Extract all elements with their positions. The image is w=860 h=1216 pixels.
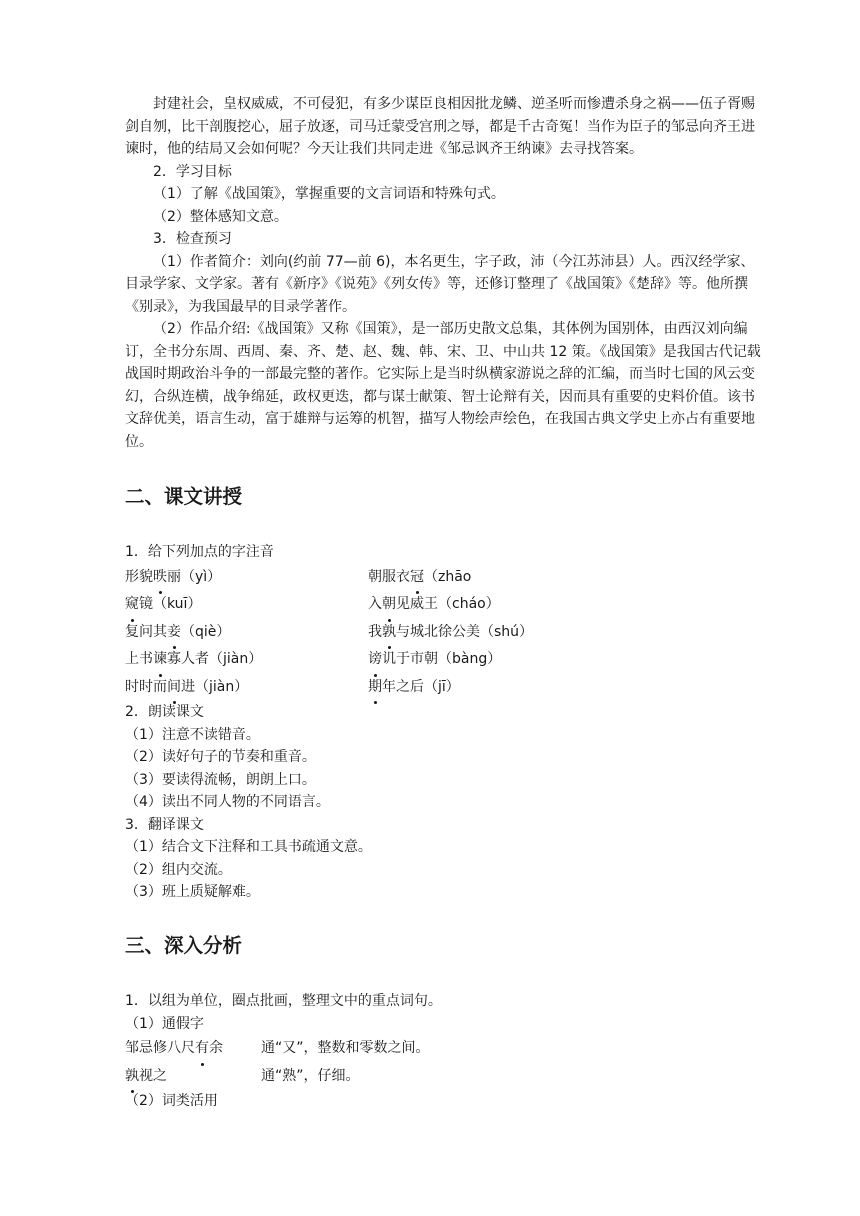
- dotted-char: 谤: [368, 646, 382, 674]
- pinyin-title: 1．给下列加点的字注音: [125, 544, 274, 560]
- translate-item: （1）结合文下注释和工具书疏通文意。: [125, 839, 372, 855]
- translate-item: （3）班上质疑解难。: [125, 884, 260, 900]
- dotted-char: 有: [195, 1035, 209, 1063]
- author-intro: （1）作者简介：刘向(约前 77—前 6)，本名更生，字子政，沛（今江苏沛县）人。西汉经学家、目录学家、文学家。著有《新序》《说苑》《列女传》等，还修订整理了《战国策》《楚辞》等。他所撰《别录》，为我国最早的目录学著作。: [125, 253, 755, 315]
- intro-paragraph: 封建社会，皇权威威，不可侵犯，有多少谋臣良相因批龙鳞、逆圣听而惨遭杀身之祸——伍子胥赐剑自刎，比干剖腹挖心，屈子放逐，司马迁蒙受宫刑之辱，都是千古奇冤！当作为臣子的邹忌向齐王进谏时，他的结局又会如何呢？今天让我们共同走进《邹忌讽齐王纳谏》去寻找答案。: [125, 96, 755, 157]
- goal-item: （2）整体感知文意。: [153, 208, 288, 225]
- dotted-char: 窥: [125, 591, 139, 619]
- cilei-title: （2）词类活用: [125, 1093, 218, 1109]
- tongjia-note: 通“又”，整数和零数之间。: [261, 1040, 430, 1056]
- section2-block: [125, 541, 765, 904]
- tongjia-phrase: 孰视之: [125, 1063, 261, 1091]
- pinyin-item-right: 朝服衣冠（zhāo: [368, 564, 471, 592]
- pinyin-row: [125, 619, 765, 647]
- dotted-char: 昳: [153, 564, 167, 592]
- work-intro: （2）作品介绍:《战国策》又称《国策》，是一部历史散文总集，其体例为国别体，由西汉刘向编订，全书分东周、西周、秦、齐、楚、赵、魏、韩、宋、卫、中山共 12 策。《战国策》是我国古代记载战国时期政治斗争的一部最完整的著作。它实际上是当时纵横家游说之辞的汇编，而当时七国的风云变幻，合纵连横，战争绵延，政权更迭，都与谋士献策、智士论辩有关，因而具有重要的史料价值。该书文辞优美，语言生动，富于雄辩与运筹的机智，描写人物绘声绘色，在我国古典文学史上亦占有重要地位。: [125, 321, 761, 450]
- tongjia-phrase: 邹忌修八尺有余: [125, 1035, 261, 1063]
- dotted-char: 孰: [125, 1063, 139, 1091]
- dotted-char: 冠: [410, 564, 424, 592]
- pinyin-item-right: 期年之后（jī）: [368, 674, 460, 702]
- dotted-char: 孰: [382, 619, 396, 647]
- dotted-char: 朝: [382, 591, 396, 619]
- pinyin-item-left: 复问其妾（qiè）: [125, 619, 368, 647]
- goals-title: 2．学习目标: [153, 163, 232, 180]
- translate-item: （2）组内交流。: [125, 861, 232, 878]
- tongjia-title: （1）通假字: [125, 1015, 204, 1032]
- section3-block: [125, 990, 765, 1113]
- pinyin-item-right: 谤讥于市朝（bàng）: [368, 646, 501, 674]
- pinyin-item-left: 上书谏寡人者（jiàn）: [125, 646, 368, 674]
- dotted-char: 谏: [153, 646, 167, 674]
- pinyin-item-right: 我孰与城北徐公美（shú）: [368, 619, 533, 647]
- pinyin-list: [125, 564, 765, 702]
- goal-item: （1）了解《战国策》，掌握重要的文言词语和特殊句式。: [153, 186, 505, 202]
- pinyin-row: [125, 591, 765, 619]
- translate-title: 3．翻译课文: [125, 816, 204, 833]
- task-text: 1．以组为单位，圈点批画，整理文中的重点词句。: [125, 993, 442, 1009]
- pinyin-item-left: 时时而间进（jiàn）: [125, 674, 368, 702]
- tongjia-row: [125, 1063, 765, 1091]
- reading-item: （3）要读得流畅，朗朗上口。: [125, 771, 316, 788]
- pinyin-item-right: 入朝见威王（cháo）: [368, 591, 500, 619]
- reading-item: （2）读好句子的节奏和重音。: [125, 749, 316, 765]
- dotted-char: 期: [368, 674, 382, 702]
- tongjia-note: 通“熟”，仔细。: [261, 1067, 360, 1084]
- check-title: 3．检查预习: [153, 231, 232, 247]
- tongjia-row: [125, 1035, 765, 1063]
- reading-item: （1）注意不读错音。: [125, 726, 260, 743]
- pinyin-item-left: 窥镜（kuī）: [125, 591, 368, 619]
- section-heading-2: 二、课文讲授: [125, 485, 243, 508]
- section-heading-3: 三、深入分析: [125, 934, 243, 957]
- pinyin-row: [125, 674, 765, 702]
- dotted-char: 妾: [167, 619, 181, 647]
- pinyin-row: [125, 564, 765, 592]
- pinyin-item-left: 形貌昳丽（yì）: [125, 564, 368, 592]
- reading-title: 2．朗读课文: [125, 704, 204, 720]
- intro-block: [125, 93, 765, 453]
- pinyin-row: [125, 646, 765, 674]
- reading-item: （4）读出不同人物的不同语言。: [125, 794, 330, 810]
- dotted-char: 间: [167, 674, 181, 702]
